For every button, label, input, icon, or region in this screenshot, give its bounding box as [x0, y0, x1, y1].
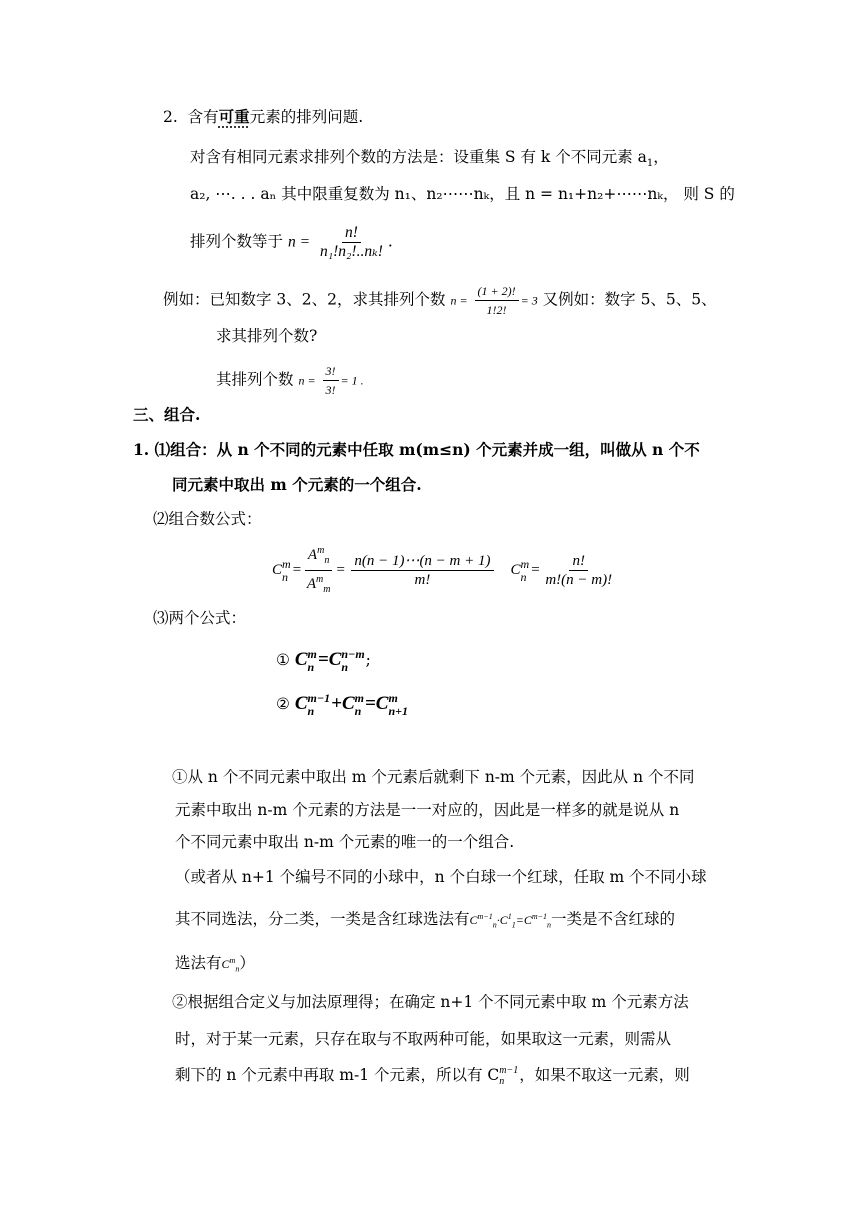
- subsection-formula: ⑵组合数公式：: [153, 510, 262, 528]
- example-line-1: 例如：已知数字 3、2、2，求其排列个数 n = $\frac{(1 + 2)!}{1!2!}$ = 3 又例如：数字 5、5、5、: [163, 284, 717, 317]
- explanation1-line-2: 元素中取出 n-m 个元素的方法是一一对应的，因此是一样多的就是说从 n: [175, 801, 680, 819]
- expl-text: ）: [239, 954, 255, 972]
- example-line-3: 其排列个数 n = $\frac{3!}{3!}$ = 1 .: [216, 364, 364, 397]
- title-emphasis: 可重: [218, 107, 250, 126]
- explanation1-line-6: 选法有$C^m_n$）: [175, 954, 255, 974]
- identity-marker: ①: [276, 651, 290, 669]
- definition-line-2: 同元素中取出 m 个元素的一个组合.: [172, 475, 422, 494]
- fraction-denominator: 1!2!: [486, 303, 507, 317]
- expl-text: 一类是不含红球的: [551, 910, 676, 928]
- example-fraction: [475, 282, 519, 319]
- fraction-numerator: n!: [342, 224, 361, 243]
- example-text: 其排列个数: [216, 370, 294, 389]
- fraction-denominator: 3!: [325, 383, 336, 397]
- example-text: 又例如：数字 5、5、5、: [542, 290, 717, 309]
- example-fraction-2: [323, 362, 339, 399]
- para-line-3: 排列个数等于 n = $\frac{n!}{\text{n₁!n₂!..nₖ!}}$ .: [190, 224, 393, 260]
- section2-title: [163, 106, 363, 128]
- fraction-numerator: (1 + 2)!: [475, 282, 519, 301]
- formula-lhs: n =: [287, 233, 311, 251]
- explanation2-line-2: 时，对于某一元素，只存在取与不取两种可能，如果取这一元素，则需从: [175, 1030, 672, 1048]
- formula-fraction: [317, 224, 386, 261]
- subsection-two-formulas: ⑶两个公式：: [153, 609, 247, 627]
- para-line-2: [190, 183, 735, 205]
- item-number: 2.: [163, 108, 178, 126]
- expl-text: 剩下的 n 个元素中再取 m-1 个元素，所以有 C: [175, 1066, 500, 1084]
- section3-heading: 三、组合.: [133, 405, 201, 424]
- expl-text: 选法有: [175, 954, 222, 972]
- explanation1-line-5: 其不同选法，分二类，一类是含红球选法有$C^{m-1}_n\cdot C^1_1=C^{m-1}_n$一类是不含红球的: [175, 910, 676, 930]
- identity-2: ② C m−1 n +C m n =C m n+1: [276, 691, 408, 718]
- identity-1: ① C m n =C n−m n ;: [276, 647, 371, 674]
- para-line-1: 对含有相同元素求排列个数的方法是：设重集 S 有 k 个不同元素 $a_1$，: [190, 148, 669, 170]
- fraction-numerator: 3!: [323, 362, 339, 381]
- expl-text: 其不同选法，分二类，一类是含红球选法有: [175, 910, 470, 928]
- fraction-denominator: n₁!n₂!..nₖ!: [319, 243, 383, 260]
- example-text: 例如：已知数字 3、2、2，求其排列个数: [163, 290, 446, 309]
- example-eq: = 1 .: [340, 373, 364, 388]
- title-post: 元素的排列问题.: [249, 108, 364, 126]
- example-text: 求其排列个数?: [216, 327, 318, 345]
- para-text: 对含有相同元素求排列个数的方法是：设重集 S 有 k 个不同元素 a: [190, 148, 647, 166]
- para-text: 排列个数等于: [190, 232, 284, 251]
- example-eq: = 3: [520, 293, 538, 308]
- explanation1-line-3: 个不同元素中取出 n-m 个元素的唯一的一个组合.: [175, 833, 515, 851]
- definition-line-1: 1. ⑴组合：从 n 个不同的元素中任取 m(m≤n) 个元素并成一组，叫做从 n 个不: [133, 440, 700, 459]
- expl-text: ，如果不取这一元素，则: [519, 1066, 690, 1084]
- explanation1-line-4: （或者从 n+1 个编号不同的小球中，n 个白球一个红球，任取 m 个不同小球: [175, 868, 707, 886]
- para-text: a₂, ⋯. . . aₙ 其中限重复数为 n₁、n₂⋯⋯nₖ，且 n = n₁+n₂+⋯⋯nₖ， 则 S 的: [190, 185, 735, 203]
- explanation2-line-1: ②根据组合定义与加法原理得；在确定 n+1 个不同元素中取 m 个元素方法: [172, 993, 689, 1011]
- title-pre: 含有: [187, 108, 219, 126]
- example-line-2: [216, 325, 317, 347]
- combination-formula: C m n = $\frac{A^m_n}{A^m_m}$ = $\frac{n(n - 1)\cdots(n - m + 1)}{m!}$ C m n = $\frac{n!}{m!(n - m)!}$: [272, 542, 617, 599]
- explanation1-line-1: ①从 n 个不同元素中取出 m 个元素后就剩下 n-m 个元素，因此从 n 个不同: [172, 768, 695, 786]
- identity-marker: ②: [276, 695, 290, 713]
- explanation2-line-3: 剩下的 n 个元素中再取 m-1 个元素，所以有 C m−1 n ，如果不取这一元素，则: [175, 1065, 690, 1087]
